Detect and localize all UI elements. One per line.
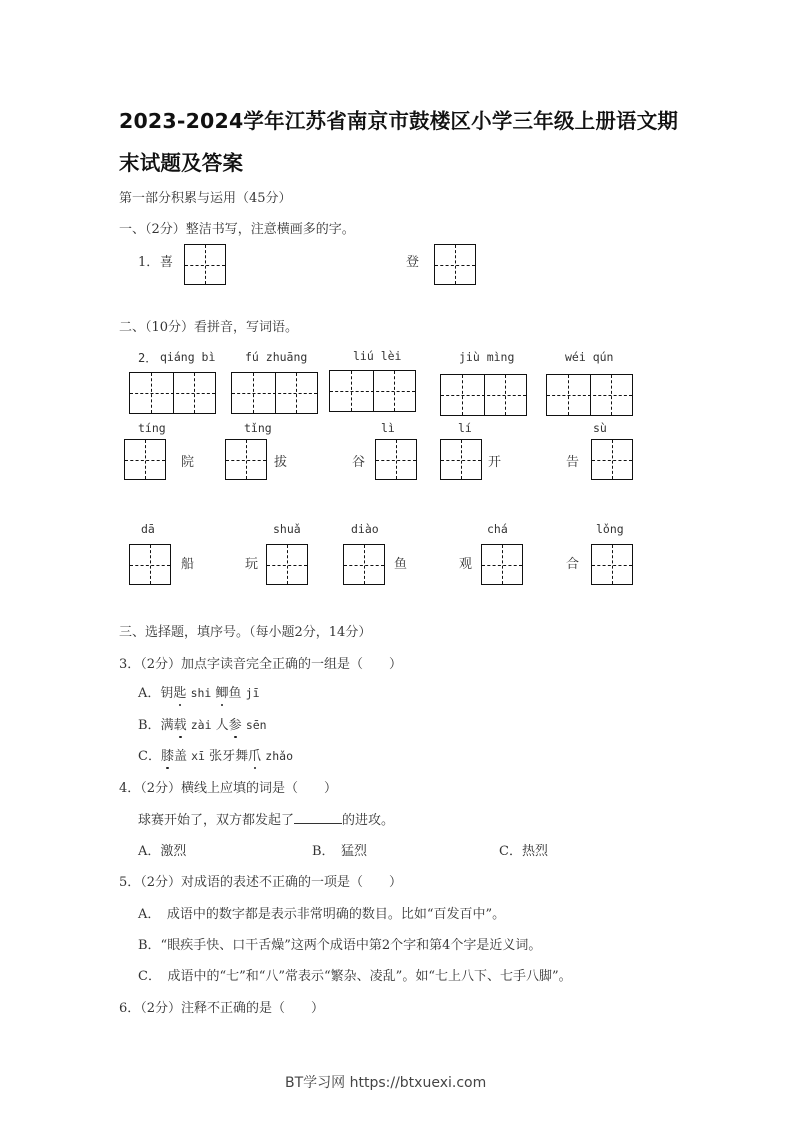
pinyin-label: qiáng bì <box>160 350 216 364</box>
q4-option-b[interactable]: B． 猛烈 <box>312 844 368 859</box>
footer-watermark: BT学习网 https://btxuexi.com <box>285 1075 487 1091</box>
pinyin-label: fú zhuāng <box>245 350 308 364</box>
fill-blank[interactable] <box>294 813 342 824</box>
pinyin-label: lǒng <box>596 522 624 536</box>
word-char: 拔 <box>274 455 288 470</box>
word-char: 合 <box>566 557 580 572</box>
q4-stem: 4．（2分）横线上应填的词是（ ） <box>119 781 338 796</box>
q3-option-b[interactable]: B．满载 zài 人参 sēn <box>138 714 267 733</box>
q5-option-a[interactable]: A． 成语中的数字都是表示非常明确的数目。比如“百发百中”。 <box>138 907 506 922</box>
q3-stem: 3．（2分）加点字读音完全正确的一组是（ ） <box>119 657 403 672</box>
pinyin-label: lì <box>381 421 395 435</box>
q3-section-heading: 三、选择题，填序号。（每小题2分，14分） <box>119 625 372 640</box>
q1-number: 1． <box>138 255 160 270</box>
writing-grid[interactable] <box>591 439 633 480</box>
writing-grid[interactable] <box>266 544 308 585</box>
word-char: 玩 <box>245 557 259 572</box>
writing-grid[interactable] <box>434 244 476 285</box>
emphasis-dot-char: 爪 <box>248 745 261 764</box>
writing-grid-double[interactable] <box>231 372 318 414</box>
pinyin-label: wéi qún <box>565 350 614 364</box>
q2-heading: 二、（10分）看拼音，写词语。 <box>119 320 299 335</box>
pinyin-label: shuǎ <box>273 522 301 536</box>
pinyin-label: sù <box>593 421 607 435</box>
q4-sentence: 球赛开始了，双方都发起了 的进攻。 <box>138 813 395 828</box>
writing-grid-double[interactable] <box>546 374 633 416</box>
writing-grid[interactable] <box>343 544 385 585</box>
writing-grid[interactable] <box>124 439 166 480</box>
pinyin-label: liú lèi <box>353 349 402 363</box>
q1-char-1: 喜 <box>160 255 174 270</box>
emphasis-dot-char: 参 <box>229 714 242 733</box>
writing-grid[interactable] <box>375 439 417 480</box>
emphasis-dot-char: 鲫 <box>215 682 228 701</box>
emphasis-dot-char: 匙 <box>173 682 186 701</box>
q6-stem: 6．（2分）注释不正确的是（ ） <box>119 1001 325 1016</box>
writing-grid-double[interactable] <box>329 370 416 412</box>
word-char: 院 <box>181 455 195 470</box>
pinyin-label: dā <box>141 522 155 536</box>
q4-option-c[interactable]: C．热烈 <box>499 844 548 859</box>
q1-heading: 一、（2分）整洁书写，注意横画多的字。 <box>119 222 355 237</box>
q1-char-2: 登 <box>406 255 420 270</box>
q5-option-c[interactable]: C． 成语中的“七”和“八”常表示“繁杂、凌乱”。如“七上八下、七手八脚”。 <box>138 969 572 984</box>
word-char: 开 <box>488 455 502 470</box>
writing-grid[interactable] <box>440 439 482 480</box>
emphasis-dot-char: 膝 <box>161 745 174 764</box>
document-title-line2: 末试题及答案 <box>119 151 244 175</box>
writing-grid-double[interactable] <box>129 372 216 414</box>
pinyin-label: diào <box>351 522 379 536</box>
q3-option-c[interactable]: C．膝盖 xī 张牙舞爪 zhǎo <box>138 745 293 764</box>
writing-grid[interactable] <box>591 544 633 585</box>
word-char: 谷 <box>352 455 366 470</box>
writing-grid[interactable] <box>129 544 171 585</box>
q5-option-b[interactable]: B．“眼疾手快、口干舌燥”这两个成语中第2个字和第4个字是近义词。 <box>138 938 542 953</box>
emphasis-dot-char: 载 <box>174 714 187 733</box>
q2-number: 2． <box>138 351 158 365</box>
q5-stem: 5．（2分）对成语的表述不正确的一项是（ ） <box>119 875 403 890</box>
writing-grid[interactable] <box>481 544 523 585</box>
document-title-line1: 2023-2024学年江苏省南京市鼓楼区小学三年级上册语文期 <box>119 109 679 133</box>
writing-grid[interactable] <box>225 439 267 480</box>
writing-grid-double[interactable] <box>440 374 527 416</box>
q3-option-a[interactable]: A．钥匙 shi 鲫鱼 jī <box>138 682 260 701</box>
q4-option-a[interactable]: A．激烈 <box>138 844 187 859</box>
writing-grid[interactable] <box>184 244 226 285</box>
word-char: 观 <box>459 557 473 572</box>
pinyin-label: tǐng <box>244 421 272 435</box>
part-heading: 第一部分积累与运用（45分） <box>119 191 292 206</box>
word-char: 鱼 <box>394 557 408 572</box>
word-char: 告 <box>566 455 580 470</box>
pinyin-label: jiù mìng <box>459 350 515 364</box>
word-char: 船 <box>181 557 195 572</box>
pinyin-label: lí <box>458 421 472 435</box>
pinyin-label: chá <box>487 522 508 536</box>
pinyin-label: tíng <box>138 421 166 435</box>
